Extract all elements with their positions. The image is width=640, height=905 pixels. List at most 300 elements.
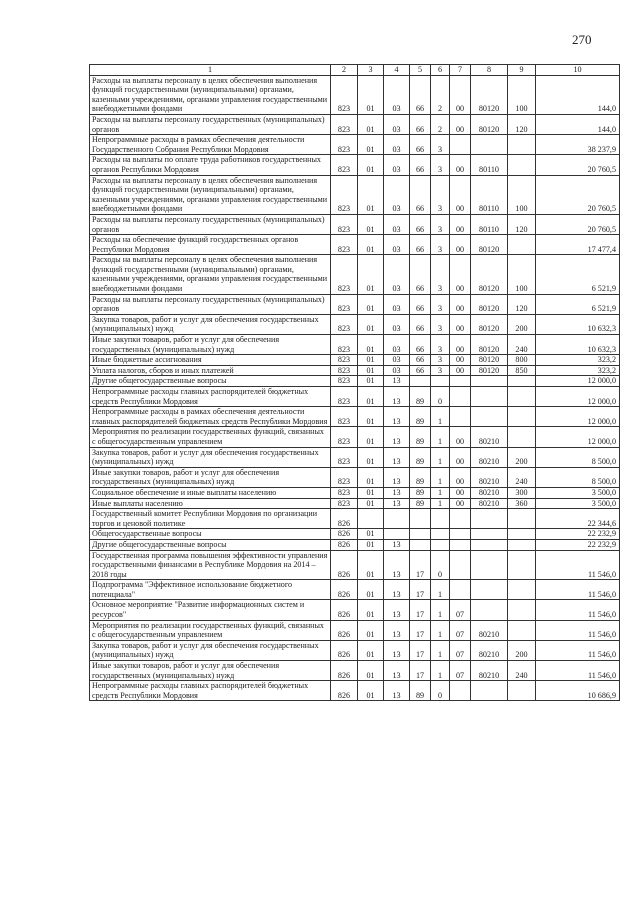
code-program: 66 xyxy=(410,365,431,376)
code-section: 01 xyxy=(358,620,384,640)
code-activity: 00 xyxy=(450,235,471,255)
code-subprogram: 3 xyxy=(431,314,450,334)
code-section: 01 xyxy=(358,365,384,376)
table-row xyxy=(90,509,620,529)
code-section: 01 xyxy=(358,550,384,580)
code-section: 01 xyxy=(358,114,384,134)
column-header: 3 xyxy=(358,65,384,76)
code-subsection: 13 xyxy=(384,681,410,701)
row-amount: 8 500,0 xyxy=(536,467,620,487)
row-amount: 11 546,0 xyxy=(536,640,620,660)
row-description: Уплата налогов, сборов и иных платежей xyxy=(90,365,331,376)
code-expense-type: 850 xyxy=(508,365,536,376)
row-amount: 323,2 xyxy=(536,355,620,366)
row-amount: 20 760,5 xyxy=(536,175,620,214)
code-program: 66 xyxy=(410,355,431,366)
code-direction: 80120 xyxy=(471,355,508,366)
code-program: 66 xyxy=(410,75,431,114)
code-activity: 00 xyxy=(450,467,471,487)
row-amount: 22 232,9 xyxy=(536,529,620,540)
table-row xyxy=(90,376,620,387)
code-expense-type: 240 xyxy=(508,335,536,355)
column-header: 8 xyxy=(471,65,508,76)
code-section: 01 xyxy=(358,75,384,114)
row-amount: 11 546,0 xyxy=(536,550,620,580)
code-section: 01 xyxy=(358,580,384,600)
code-activity: 07 xyxy=(450,600,471,620)
code-section: 01 xyxy=(358,175,384,214)
row-amount: 11 546,0 xyxy=(536,600,620,620)
code-program: 89 xyxy=(410,487,431,498)
table-row xyxy=(90,365,620,376)
code-expense-type xyxy=(508,681,536,701)
code-section: 01 xyxy=(358,335,384,355)
row-amount: 12 000,0 xyxy=(536,427,620,447)
code-expense-type xyxy=(508,155,536,175)
code-subprogram: 3 xyxy=(431,135,450,155)
row-amount: 10 632,3 xyxy=(536,335,620,355)
table-row xyxy=(90,447,620,467)
code-admin: 826 xyxy=(331,580,358,600)
code-program: 89 xyxy=(410,407,431,427)
code-direction xyxy=(471,681,508,701)
code-direction xyxy=(471,407,508,427)
code-expense-type xyxy=(508,539,536,550)
code-program xyxy=(410,539,431,550)
code-subsection: 13 xyxy=(384,376,410,387)
table-row xyxy=(90,155,620,175)
row-description: Непрограммные расходы в рамках обеспечения деятельности Государственного Собрания Республики Мордовия xyxy=(90,135,331,155)
table-row xyxy=(90,214,620,234)
table-body xyxy=(90,75,620,701)
row-description: Государственный комитет Республики Мордовия по организации торгов и ценовой политике xyxy=(90,509,331,529)
table-row xyxy=(90,529,620,540)
code-activity xyxy=(450,529,471,540)
column-header: 9 xyxy=(508,65,536,76)
code-section: 01 xyxy=(358,681,384,701)
code-activity: 07 xyxy=(450,620,471,640)
table-row xyxy=(90,681,620,701)
table-row xyxy=(90,235,620,255)
row-description: Расходы на выплаты персоналу государственных (муниципальных) органов xyxy=(90,294,331,314)
code-subsection: 03 xyxy=(384,355,410,366)
code-expense-type xyxy=(508,407,536,427)
table-row xyxy=(90,135,620,155)
code-direction xyxy=(471,580,508,600)
code-expense-type xyxy=(508,387,536,407)
code-admin: 823 xyxy=(331,155,358,175)
row-description: Расходы на выплаты персоналу государственных (муниципальных) органов xyxy=(90,214,331,234)
code-subprogram: 1 xyxy=(431,427,450,447)
row-description: Расходы на выплаты персоналу в целях обеспечения выполнения функций государственными (муниципальными) органами, казенными учреждениями, органами управления государственными внебюджетными фондами xyxy=(90,175,331,214)
code-program: 17 xyxy=(410,550,431,580)
row-amount: 20 760,5 xyxy=(536,214,620,234)
code-direction: 80110 xyxy=(471,175,508,214)
budget-table xyxy=(89,64,620,701)
code-subsection: 13 xyxy=(384,580,410,600)
code-direction: 80120 xyxy=(471,314,508,334)
code-subsection: 13 xyxy=(384,387,410,407)
code-section: 01 xyxy=(358,214,384,234)
row-amount: 6 521,9 xyxy=(536,255,620,294)
code-program: 17 xyxy=(410,620,431,640)
code-subsection: 13 xyxy=(384,620,410,640)
code-expense-type: 300 xyxy=(508,487,536,498)
code-subsection: 03 xyxy=(384,175,410,214)
code-section: 01 xyxy=(358,467,384,487)
code-activity: 00 xyxy=(450,314,471,334)
code-expense-type: 100 xyxy=(508,75,536,114)
code-subprogram: 3 xyxy=(431,294,450,314)
row-description: Непрограммные расходы в рамках обеспечения деятельности главных распорядителей бюджетных средств Республики Мордовия xyxy=(90,407,331,427)
code-section: 01 xyxy=(358,447,384,467)
code-section: 01 xyxy=(358,498,384,509)
code-subsection: 03 xyxy=(384,135,410,155)
code-admin: 823 xyxy=(331,447,358,467)
code-admin: 826 xyxy=(331,539,358,550)
code-subsection: 03 xyxy=(384,155,410,175)
code-admin: 823 xyxy=(331,355,358,366)
code-program: 89 xyxy=(410,681,431,701)
code-subsection: 13 xyxy=(384,550,410,580)
code-admin: 823 xyxy=(331,114,358,134)
code-subsection: 13 xyxy=(384,498,410,509)
code-expense-type: 120 xyxy=(508,294,536,314)
code-direction: 80120 xyxy=(471,294,508,314)
row-description: Расходы на обеспечение функций государственных органов Республики Мордовия xyxy=(90,235,331,255)
header-row xyxy=(90,65,620,76)
code-subsection: 13 xyxy=(384,467,410,487)
code-activity xyxy=(450,407,471,427)
code-section: 01 xyxy=(358,600,384,620)
row-amount: 22 344,6 xyxy=(536,509,620,529)
code-section: 01 xyxy=(358,235,384,255)
code-admin: 823 xyxy=(331,335,358,355)
code-expense-type: 800 xyxy=(508,355,536,366)
code-expense-type: 200 xyxy=(508,640,536,660)
code-program: 66 xyxy=(410,175,431,214)
code-direction xyxy=(471,539,508,550)
code-program: 66 xyxy=(410,114,431,134)
code-section: 01 xyxy=(358,539,384,550)
table-row xyxy=(90,640,620,660)
code-activity: 00 xyxy=(450,114,471,134)
code-subsection: 03 xyxy=(384,75,410,114)
code-direction: 80110 xyxy=(471,155,508,175)
code-admin: 823 xyxy=(331,487,358,498)
code-direction: 80210 xyxy=(471,447,508,467)
code-program xyxy=(410,376,431,387)
code-expense-type: 240 xyxy=(508,467,536,487)
row-amount: 12 000,0 xyxy=(536,407,620,427)
code-subprogram: 3 xyxy=(431,235,450,255)
code-program: 66 xyxy=(410,294,431,314)
row-description: Основное мероприятие "Развитие информационных систем и ресурсов" xyxy=(90,600,331,620)
code-activity xyxy=(450,509,471,529)
code-activity: 00 xyxy=(450,255,471,294)
code-section: 01 xyxy=(358,376,384,387)
code-admin: 823 xyxy=(331,314,358,334)
code-activity: 00 xyxy=(450,294,471,314)
code-direction: 80210 xyxy=(471,640,508,660)
code-activity: 00 xyxy=(450,355,471,366)
code-direction xyxy=(471,550,508,580)
code-section: 01 xyxy=(358,355,384,366)
row-description: Непрограммные расходы главных распорядителей бюджетных средств Республики Мордовия xyxy=(90,387,331,407)
row-amount: 22 232,9 xyxy=(536,539,620,550)
code-subprogram: 1 xyxy=(431,467,450,487)
code-admin: 826 xyxy=(331,529,358,540)
code-admin: 823 xyxy=(331,175,358,214)
code-subsection xyxy=(384,509,410,529)
table-row xyxy=(90,661,620,681)
row-amount: 10 632,3 xyxy=(536,314,620,334)
code-subprogram: 3 xyxy=(431,365,450,376)
row-amount: 10 686,9 xyxy=(536,681,620,701)
code-direction xyxy=(471,135,508,155)
page-number: 270 xyxy=(572,32,592,47)
code-expense-type xyxy=(508,529,536,540)
row-amount: 11 546,0 xyxy=(536,661,620,681)
code-section: 01 xyxy=(358,294,384,314)
code-subprogram xyxy=(431,509,450,529)
code-activity xyxy=(450,376,471,387)
code-program: 17 xyxy=(410,600,431,620)
code-activity: 00 xyxy=(450,427,471,447)
row-amount: 11 546,0 xyxy=(536,580,620,600)
row-amount: 3 500,0 xyxy=(536,498,620,509)
code-direction xyxy=(471,387,508,407)
row-description: Подпрограмма "Эффективное использование бюджетного потенциала" xyxy=(90,580,331,600)
row-description: Мероприятия по реализации государственных функций, связанных с общегосударственным управлением xyxy=(90,620,331,640)
code-direction xyxy=(471,600,508,620)
code-subsection: 13 xyxy=(384,447,410,467)
code-direction: 80120 xyxy=(471,335,508,355)
code-subprogram: 1 xyxy=(431,600,450,620)
code-section: 01 xyxy=(358,407,384,427)
code-subprogram xyxy=(431,376,450,387)
column-header: 10 xyxy=(536,65,620,76)
row-description: Закупка товаров, работ и услуг для обеспечения государственных (муниципальных) нужд xyxy=(90,314,331,334)
column-header: 4 xyxy=(384,65,410,76)
code-subprogram xyxy=(431,539,450,550)
code-subsection: 03 xyxy=(384,314,410,334)
code-subsection: 13 xyxy=(384,427,410,447)
row-amount: 11 546,0 xyxy=(536,620,620,640)
column-header: 2 xyxy=(331,65,358,76)
table-row xyxy=(90,427,620,447)
table-row xyxy=(90,294,620,314)
row-description: Расходы на выплаты персоналу государственных (муниципальных) органов xyxy=(90,114,331,134)
code-section: 01 xyxy=(358,487,384,498)
code-activity: 00 xyxy=(450,214,471,234)
code-subprogram: 3 xyxy=(431,155,450,175)
code-program: 66 xyxy=(410,335,431,355)
column-header: 1 xyxy=(90,65,331,76)
code-expense-type xyxy=(508,376,536,387)
row-description: Иные бюджетные ассигнования xyxy=(90,355,331,366)
row-description: Расходы на выплаты персоналу в целях обеспечения выполнения функций государственными (муниципальными) органами, казенными учреждениями, органами управления государственными внебюджетными фондами xyxy=(90,255,331,294)
code-admin: 823 xyxy=(331,365,358,376)
code-program: 89 xyxy=(410,467,431,487)
code-subsection: 03 xyxy=(384,335,410,355)
code-activity: 00 xyxy=(450,365,471,376)
code-admin: 823 xyxy=(331,467,358,487)
code-section: 01 xyxy=(358,640,384,660)
code-admin: 826 xyxy=(331,620,358,640)
row-amount: 3 500,0 xyxy=(536,487,620,498)
code-subsection: 13 xyxy=(384,407,410,427)
code-subprogram: 2 xyxy=(431,75,450,114)
code-activity: 00 xyxy=(450,155,471,175)
code-program: 66 xyxy=(410,214,431,234)
column-header: 7 xyxy=(450,65,471,76)
code-subprogram: 3 xyxy=(431,175,450,214)
code-section: 01 xyxy=(358,661,384,681)
code-subsection xyxy=(384,529,410,540)
row-description: Иные выплаты населению xyxy=(90,498,331,509)
code-admin: 823 xyxy=(331,235,358,255)
row-amount: 144,0 xyxy=(536,114,620,134)
code-program: 17 xyxy=(410,580,431,600)
code-admin: 826 xyxy=(331,681,358,701)
code-direction: 80120 xyxy=(471,75,508,114)
table-row xyxy=(90,335,620,355)
code-expense-type xyxy=(508,550,536,580)
table-row xyxy=(90,355,620,366)
row-description: Другие общегосударственные вопросы xyxy=(90,539,331,550)
code-direction: 80120 xyxy=(471,114,508,134)
code-subprogram: 3 xyxy=(431,214,450,234)
code-section xyxy=(358,509,384,529)
code-expense-type xyxy=(508,509,536,529)
row-description: Общегосударственные вопросы xyxy=(90,529,331,540)
code-admin: 823 xyxy=(331,75,358,114)
row-amount: 6 521,9 xyxy=(536,294,620,314)
code-program: 89 xyxy=(410,387,431,407)
row-amount: 8 500,0 xyxy=(536,447,620,467)
code-activity: 07 xyxy=(450,640,471,660)
code-subprogram: 1 xyxy=(431,447,450,467)
code-subprogram xyxy=(431,529,450,540)
code-activity: 00 xyxy=(450,447,471,467)
row-description: Иные закупки товаров, работ и услуг для обеспечения государственных (муниципальных) нужд xyxy=(90,335,331,355)
code-subsection: 03 xyxy=(384,214,410,234)
code-activity: 00 xyxy=(450,498,471,509)
table-row xyxy=(90,467,620,487)
code-subprogram: 1 xyxy=(431,498,450,509)
row-description: Расходы на выплаты персоналу в целях обеспечения выполнения функций государственными (муниципальными) органами, казенными учреждениями, органами управления государственными внебюджетными фондами xyxy=(90,75,331,114)
table-row xyxy=(90,387,620,407)
row-amount: 20 760,5 xyxy=(536,155,620,175)
code-direction xyxy=(471,509,508,529)
code-section: 01 xyxy=(358,529,384,540)
code-activity: 00 xyxy=(450,335,471,355)
row-amount: 12 000,0 xyxy=(536,376,620,387)
code-expense-type xyxy=(508,135,536,155)
code-direction: 80210 xyxy=(471,487,508,498)
code-activity xyxy=(450,539,471,550)
code-subsection: 03 xyxy=(384,235,410,255)
row-amount: 323,2 xyxy=(536,365,620,376)
code-subsection: 03 xyxy=(384,114,410,134)
code-subprogram: 0 xyxy=(431,681,450,701)
code-expense-type: 360 xyxy=(508,498,536,509)
code-activity: 00 xyxy=(450,75,471,114)
table-row xyxy=(90,175,620,214)
table-row xyxy=(90,487,620,498)
row-amount: 38 237,9 xyxy=(536,135,620,155)
code-subsection: 03 xyxy=(384,294,410,314)
code-direction: 80210 xyxy=(471,427,508,447)
code-expense-type: 200 xyxy=(508,314,536,334)
code-expense-type: 240 xyxy=(508,661,536,681)
code-admin: 823 xyxy=(331,407,358,427)
code-subsection: 13 xyxy=(384,661,410,681)
row-description: Закупка товаров, работ и услуг для обеспечения государственных (муниципальных) нужд xyxy=(90,640,331,660)
column-header: 5 xyxy=(410,65,431,76)
code-section: 01 xyxy=(358,135,384,155)
table-row xyxy=(90,314,620,334)
table-row xyxy=(90,600,620,620)
code-program: 17 xyxy=(410,640,431,660)
row-amount: 144,0 xyxy=(536,75,620,114)
code-expense-type xyxy=(508,235,536,255)
code-program: 89 xyxy=(410,447,431,467)
code-direction: 80120 xyxy=(471,235,508,255)
code-section: 01 xyxy=(358,155,384,175)
code-direction: 80210 xyxy=(471,498,508,509)
code-subsection: 13 xyxy=(384,640,410,660)
code-admin: 823 xyxy=(331,255,358,294)
code-subsection: 13 xyxy=(384,487,410,498)
table-row xyxy=(90,580,620,600)
row-amount: 12 000,0 xyxy=(536,387,620,407)
code-subprogram: 3 xyxy=(431,335,450,355)
code-program: 66 xyxy=(410,314,431,334)
code-expense-type: 200 xyxy=(508,447,536,467)
code-activity: 07 xyxy=(450,661,471,681)
code-program xyxy=(410,529,431,540)
code-program: 89 xyxy=(410,498,431,509)
code-direction: 80120 xyxy=(471,255,508,294)
code-admin: 826 xyxy=(331,640,358,660)
code-section: 01 xyxy=(358,427,384,447)
code-admin: 823 xyxy=(331,376,358,387)
code-direction: 80210 xyxy=(471,467,508,487)
code-direction xyxy=(471,529,508,540)
code-expense-type: 120 xyxy=(508,114,536,134)
table-row xyxy=(90,114,620,134)
code-expense-type: 100 xyxy=(508,175,536,214)
row-description: Закупка товаров, работ и услуг для обеспечения государственных (муниципальных) нужд xyxy=(90,447,331,467)
code-activity xyxy=(450,387,471,407)
code-activity xyxy=(450,681,471,701)
table-row xyxy=(90,620,620,640)
code-section: 01 xyxy=(358,255,384,294)
code-subsection: 03 xyxy=(384,365,410,376)
code-activity: 00 xyxy=(450,175,471,214)
code-admin: 826 xyxy=(331,600,358,620)
code-expense-type xyxy=(508,620,536,640)
row-description: Социальное обеспечение и иные выплаты населению xyxy=(90,487,331,498)
code-direction: 80120 xyxy=(471,365,508,376)
table-row xyxy=(90,407,620,427)
code-program: 66 xyxy=(410,255,431,294)
code-admin: 826 xyxy=(331,550,358,580)
code-subprogram: 1 xyxy=(431,407,450,427)
code-admin: 823 xyxy=(331,294,358,314)
